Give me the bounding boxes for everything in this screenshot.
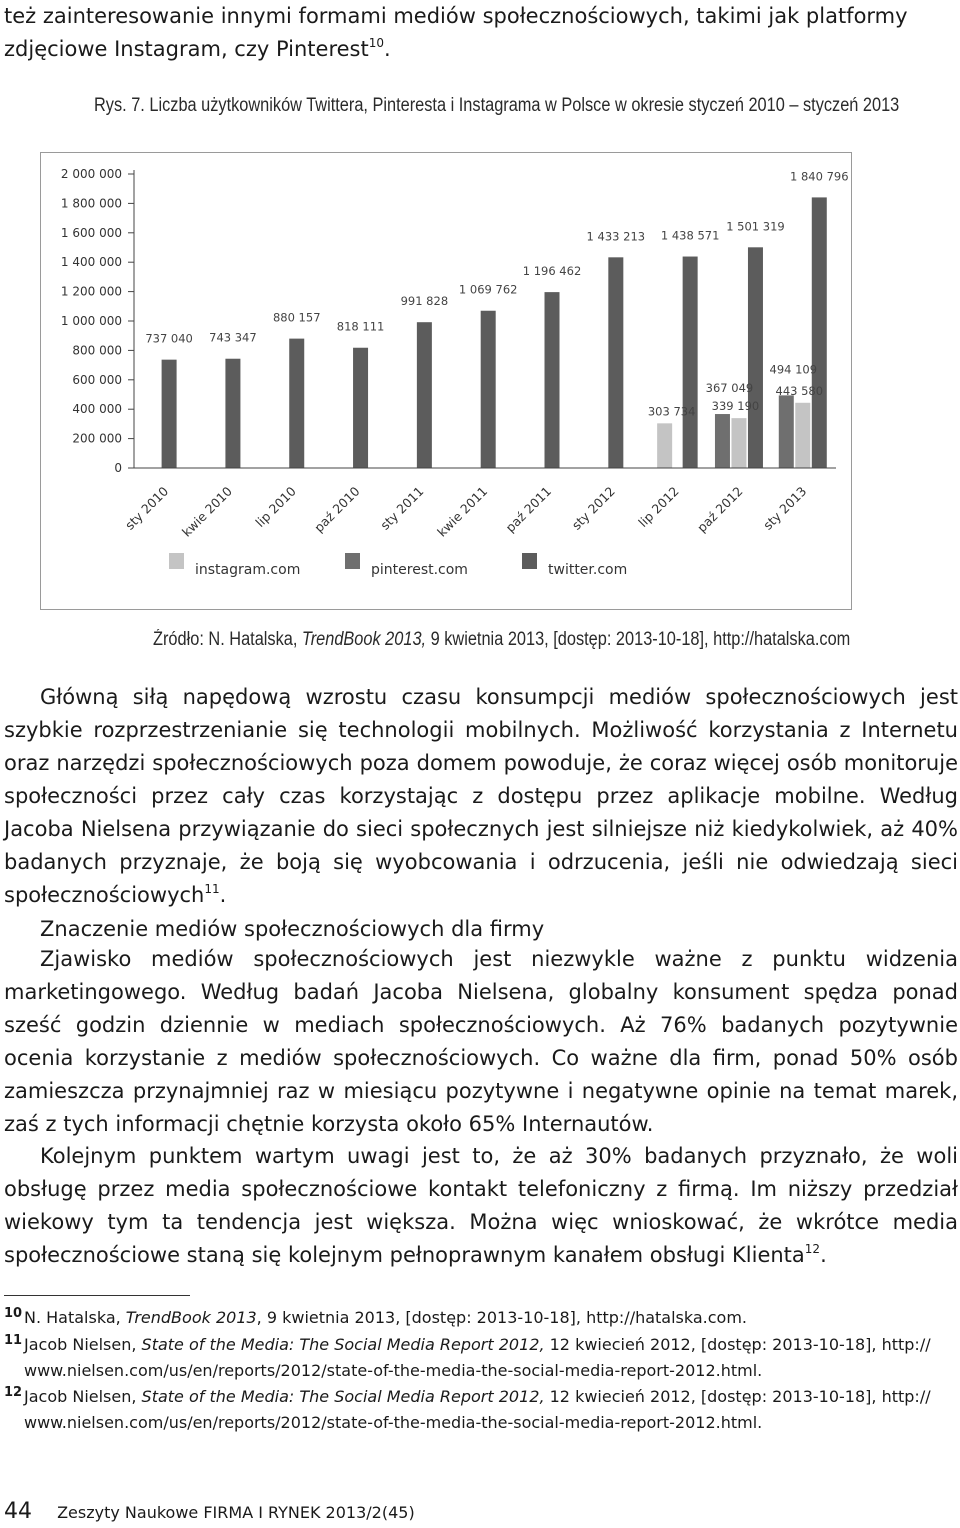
footnote-number: 10: [4, 1306, 23, 1321]
x-tick-label: sty 2010: [122, 483, 172, 533]
y-tick-label: 200 000: [72, 431, 122, 446]
legend-label: instagram.com: [195, 562, 301, 578]
x-tick-label: paź 2011: [502, 483, 555, 536]
x-tick-label: paź 2012: [693, 483, 746, 536]
y-tick-label: 1 600 000: [60, 225, 122, 240]
data-label-twitter: 1 501 319: [726, 219, 785, 234]
figure-caption: Rys. 7. Liczba użytkowników Twittera, Pinteresta i Instagrama w Polsce w okresie styczeń 2010 – styczeń 2013: [94, 95, 900, 116]
data-label-twitter: 737 040: [145, 331, 193, 346]
legend-label: twitter.com: [548, 562, 628, 578]
data-label-instagram: 303 734: [647, 404, 696, 419]
chart-frame: [40, 152, 852, 610]
y-tick-label: 1 400 000: [60, 255, 122, 270]
legend-swatch-pinterest: [345, 553, 360, 569]
y-tick-label: 600 000: [72, 372, 122, 387]
footnote-11: 11 Jacob Nielsen, State of the Media: The Social Media Report 2012, 12 kwiecień 2012, [dostęp: 2013-10-18], http:// www.nielsen.com/us/en/reports/2012/state-of-the-media-the-social-media-report-2012.html.: [4, 1332, 960, 1384]
bar-twitter: [289, 339, 304, 468]
bar-twitter: [683, 257, 698, 468]
bar-twitter: [608, 257, 623, 468]
bar-twitter: [417, 322, 432, 468]
bar-instagram: [657, 423, 672, 468]
footnote-ref-11[interactable]: 11: [204, 882, 220, 896]
bar-twitter: [481, 311, 496, 468]
bar-chart: [41, 153, 851, 609]
data-label-twitter: 880 157: [272, 310, 321, 325]
footnote-link[interactable]: www.nielsen.com/us/en/reports/2012/state-of-the-media-the-social-media-report-2012.html.: [24, 1361, 763, 1380]
footnote-10: 10 N. Hatalska, TrendBook 2013, 9 kwietnia 2013, [dostęp: 2013-10-18], http://hatalska.com.: [4, 1305, 960, 1331]
data-label-pinterest: 494 109: [769, 362, 818, 377]
body-paragraph-1: Główną siłą napędową wzrostu czasu konsumpcji mediów społecznościowych jest szybkie rozprzestrzenianie się technologii mobilnych. Możliwość korzystania z Internetu oraz narzędzi społecznościowych poza domem powoduje, że coraz więcej osób monitoruje społeczności przez cały czas korzystając z dostępu przez aplikacje mobilne. Według Jacoba Nielsena przywiązanie do sieci społecznych jest silniejsze niż kiedykolwiek, aż 40% badanych przyznaje, że boją się wyobcowania i odrzucenia, jeśli nie odwiedzają sieci społecznościowych$^{11}$.: [4, 685, 958, 907]
data-label-twitter: 1 069 762: [458, 282, 518, 297]
x-tick-label: sty 2011: [377, 483, 427, 533]
intro-line-1: też zainteresowanie innymi formami mediów społecznościowych, takimi jak platformy: [4, 4, 908, 28]
footnote-ref-10[interactable]: 10: [368, 36, 385, 50]
legend-label: pinterest.com: [371, 562, 468, 578]
bar-twitter: [162, 360, 177, 468]
data-label-twitter: 1 840 796: [790, 169, 849, 184]
data-label-twitter: 991 828: [400, 294, 449, 309]
footnote-link[interactable]: www.nielsen.com/us/en/reports/2012/state-of-the-media-the-social-media-report-2012.html.: [24, 1413, 763, 1432]
bar-pinterest: [715, 414, 730, 468]
page-footer: [4, 1499, 415, 1524]
y-tick-label: 400 000: [72, 402, 122, 417]
intro-line-2: zdjęciowe Instagram, czy Pinterest$^{10}$.: [4, 36, 391, 61]
body-paragraph-2: Zjawisko mediów społecznościowych jest niezwykle ważne z punktu widzenia marketingowego. Według badań Jacoba Nielsena, globalny konsument spędza ponad sześć godzin dziennie w mediach społecznościowych. Aż 76% badanych pozytywnie ocenia korzystanie z mediów społecznościowych. Co ważne dla firm, ponad 50% osób zamieszcza przynajmniej raz w miesiącu pozytywne i negatywne opinie na temat marek, zaś z tych informacji chętnie korzysta około 65% Internautów.: [4, 947, 958, 1136]
data-label-twitter: 1 438 571: [660, 228, 720, 243]
footnote-number: 11: [4, 1333, 23, 1348]
page-number: 44: [4, 1499, 32, 1524]
legend-swatch-instagram: [169, 553, 184, 569]
data-label-instagram: 339 190: [711, 399, 760, 414]
bar-twitter: [545, 292, 560, 468]
footnote-12: 12 Jacob Nielsen, State of the Media: The Social Media Report 2012, 12 kwiecień 2012, [dostęp: 2013-10-18], http:// www.nielsen.com/us/en/reports/2012/state-of-the-media-the-social-media-report-2012.html.: [4, 1384, 960, 1436]
x-tick-label: lip 2010: [252, 483, 299, 530]
y-tick-label: 800 000: [72, 343, 122, 358]
footnote-number: 12: [4, 1385, 23, 1400]
data-label-twitter: 818 111: [336, 319, 385, 334]
data-label-twitter: 743 347: [209, 330, 257, 345]
section-heading: Znaczenie mediów społecznościowych dla firmy: [40, 917, 545, 941]
figure-source: Źródło: N. Hatalska, TrendBook 2013, 9 kwietnia 2013, [dostęp: 2013-10-18], http://hatalska.com: [153, 629, 851, 650]
journal-title: Zeszyty Naukowe FIRMA I RYNEK 2013/2(45): [57, 1503, 415, 1522]
x-tick-label: kwie 2011: [434, 483, 491, 540]
footnote-divider: [4, 1295, 190, 1296]
bar-instagram: [795, 403, 810, 468]
bar-twitter: [812, 197, 827, 468]
legend-swatch-twitter: [522, 553, 537, 569]
bar-twitter: [748, 247, 763, 468]
x-tick-label: lip 2012: [635, 483, 682, 530]
bar-pinterest: [779, 395, 794, 468]
x-tick-label: sty 2012: [568, 483, 618, 533]
y-tick-label: 2 000 000: [60, 167, 122, 181]
y-tick-label: 1 800 000: [60, 196, 122, 211]
bar-twitter: [225, 359, 240, 468]
x-tick-label: paź 2010: [311, 483, 363, 536]
y-tick-label: 0: [114, 461, 122, 475]
data-label-twitter: 1 196 462: [522, 264, 582, 279]
body-paragraph-3: Kolejnym punktem wartym uwagi jest to, że aż 30% badanych przyznało, że woli obsługę przez media społecznościowe kontakt telefoniczny z firmą. Im niższy przedział wiekowy tym ta tendencja jest większa. Można więc wnioskować, że wkrótce media społecznościowe staną się kolejnym pełnoprawnym kanałem obsługi Klienta$^{12}$.: [4, 1144, 958, 1267]
y-tick-label: 1 000 000: [60, 314, 122, 328]
x-tick-label: sty 2013: [760, 483, 810, 533]
bar-twitter: [353, 348, 368, 468]
intro-text: [4, 0, 958, 66]
x-tick-label: kwie 2010: [178, 483, 236, 540]
data-label-pinterest: 367 049: [705, 381, 754, 396]
data-label-instagram: 443 580: [775, 383, 824, 398]
bar-instagram: [731, 418, 746, 468]
footnote-ref-12[interactable]: 12: [804, 1242, 821, 1256]
y-tick-label: 1 200 000: [60, 284, 122, 299]
data-label-twitter: 1 433 213: [586, 229, 646, 244]
